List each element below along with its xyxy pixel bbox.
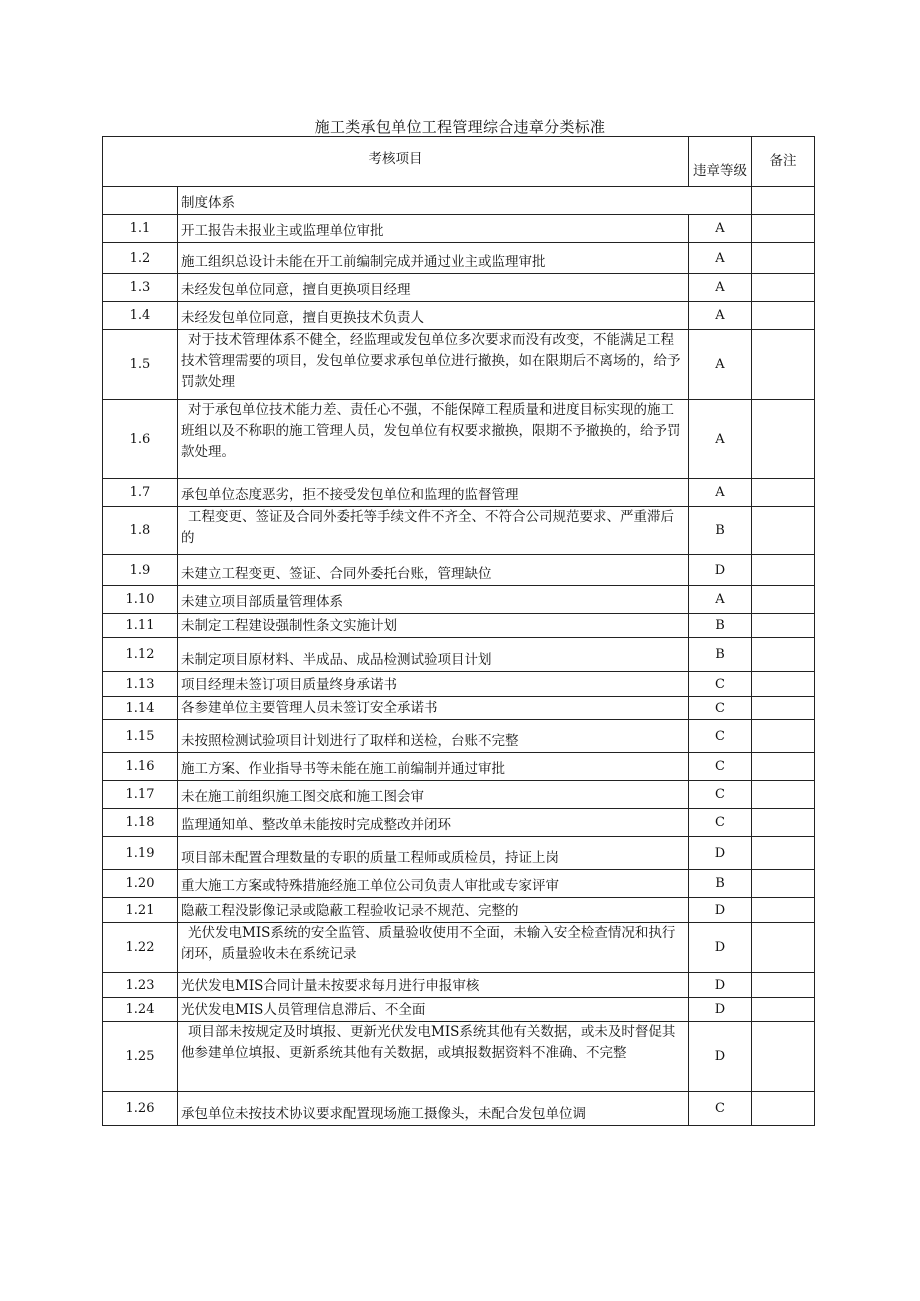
row-grade: A	[689, 479, 752, 507]
row-number: 1.5	[103, 330, 178, 400]
row-grade: A	[689, 400, 752, 479]
table-row	[103, 330, 815, 400]
header-note: 备注	[752, 137, 815, 187]
row-number: 1.24	[103, 998, 178, 1022]
row-note	[752, 507, 815, 555]
row-grade: D	[689, 1022, 752, 1092]
row-grade: A	[689, 330, 752, 400]
row-number: 1.3	[103, 274, 178, 302]
table-row	[103, 400, 815, 479]
row-description: 未制定项目原材料、半成品、成品检测试验项目计划	[178, 638, 689, 672]
row-note	[752, 697, 815, 720]
section-row	[103, 187, 815, 215]
row-number: 1.22	[103, 923, 178, 973]
row-description: 未建立工程变更、签证、合同外委托台账，管理缺位	[178, 555, 689, 586]
table-row	[103, 614, 815, 638]
row-description: 光伏发电MIS系统的安全监管、质量验收使用不全面，未输入安全检查情况和执行闭环，质量验收未在系统记录	[178, 923, 689, 973]
row-note	[752, 753, 815, 781]
row-description: 光伏发电MIS合同计量未按要求每月进行申报审核	[178, 973, 689, 998]
row-number: 1.21	[103, 898, 178, 923]
row-note	[752, 898, 815, 923]
row-note	[752, 672, 815, 697]
row-description: 承包单位未按技术协议要求配置现场施工摄像头，未配合发包单位调	[178, 1092, 689, 1126]
header-grade: 违章等级	[689, 137, 752, 187]
row-grade: B	[689, 614, 752, 638]
row-description: 对于技术管理体系不健全，经监理或发包单位多次要求而没有改变，不能满足工程技术管理需要的项目，发包单位要求承包单位进行撤换，如在限期后不离场的，给予罚款处理	[178, 330, 689, 400]
row-number: 1.26	[103, 1092, 178, 1126]
row-grade: D	[689, 973, 752, 998]
row-grade: A	[689, 243, 752, 274]
row-grade: C	[689, 781, 752, 809]
row-number: 1.16	[103, 753, 178, 781]
row-grade: C	[689, 809, 752, 837]
row-grade: B	[689, 638, 752, 672]
table-row	[103, 781, 815, 809]
row-number: 1.20	[103, 870, 178, 898]
table-row	[103, 809, 815, 837]
section-label: 制度体系	[178, 187, 752, 215]
row-grade: B	[689, 870, 752, 898]
row-number: 1.15	[103, 720, 178, 753]
row-grade: A	[689, 586, 752, 614]
row-number: 1.6	[103, 400, 178, 479]
row-note	[752, 302, 815, 330]
row-number: 1.25	[103, 1022, 178, 1092]
table-row	[103, 923, 815, 973]
row-grade: A	[689, 302, 752, 330]
table-row	[103, 302, 815, 330]
table-row	[103, 720, 815, 753]
table-row	[103, 870, 815, 898]
row-note	[752, 998, 815, 1022]
row-grade: D	[689, 555, 752, 586]
row-grade: C	[689, 753, 752, 781]
section-note-cell	[752, 187, 815, 215]
table-row	[103, 1022, 815, 1092]
row-number: 1.11	[103, 614, 178, 638]
row-note	[752, 243, 815, 274]
row-note	[752, 215, 815, 243]
row-description: 项目部未配置合理数量的专职的质量工程师或质检员，持证上岗	[178, 837, 689, 870]
row-description: 项目部未按规定及时填报、更新光伏发电MIS系统其他有关数据，或未及时督促其他参建单位填报、更新系统其他有关数据，或填报数据资料不准确、不完整	[178, 1022, 689, 1092]
row-note	[752, 1092, 815, 1126]
row-description: 各参建单位主要管理人员未签订安全承诺书	[178, 697, 689, 720]
row-grade: C	[689, 720, 752, 753]
table-row	[103, 697, 815, 720]
row-description: 监理通知单、整改单未能按时完成整改并闭环	[178, 809, 689, 837]
row-grade: C	[689, 697, 752, 720]
row-number: 1.8	[103, 507, 178, 555]
row-description: 隐蔽工程没影像记录或隐蔽工程验收记录不规范、完整的	[178, 898, 689, 923]
row-note	[752, 479, 815, 507]
row-grade: C	[689, 1092, 752, 1126]
table-row	[103, 753, 815, 781]
table-body	[103, 215, 815, 1126]
row-note	[752, 809, 815, 837]
row-description: 未在施工前组织施工图交底和施工图会审	[178, 781, 689, 809]
row-description: 工程变更、签证及合同外委托等手续文件不齐全、不符合公司规范要求、严重滞后的	[178, 507, 689, 555]
row-description: 项目经理未签订项目质量终身承诺书	[178, 672, 689, 697]
row-number: 1.18	[103, 809, 178, 837]
row-note	[752, 973, 815, 998]
header-item: 考核项目	[103, 137, 689, 187]
row-number: 1.9	[103, 555, 178, 586]
table-row	[103, 672, 815, 697]
table-row	[103, 998, 815, 1022]
row-description: 未建立项目部质量管理体系	[178, 586, 689, 614]
table-row	[103, 638, 815, 672]
row-note	[752, 614, 815, 638]
row-grade: D	[689, 837, 752, 870]
row-note	[752, 400, 815, 479]
row-description: 光伏发电MIS人员管理信息滞后、不全面	[178, 998, 689, 1022]
row-note	[752, 720, 815, 753]
row-number: 1.1	[103, 215, 178, 243]
row-number: 1.12	[103, 638, 178, 672]
row-description: 施工方案、作业指导书等未能在施工前编制并通过审批	[178, 753, 689, 781]
table-row	[103, 479, 815, 507]
table-row	[103, 215, 815, 243]
table-row	[103, 898, 815, 923]
row-grade: D	[689, 898, 752, 923]
row-description: 对于承包单位技术能力差、责任心不强，不能保障工程质量和进度目标实现的施工班组以及不称职的施工管理人员，发包单位有权要求撤换，限期不予撤换的，给予罚款处理。	[178, 400, 689, 479]
table-row	[103, 274, 815, 302]
row-number: 1.10	[103, 586, 178, 614]
row-description: 开工报告未报业主或监理单位审批	[178, 215, 689, 243]
violation-table	[102, 136, 815, 1126]
row-number: 1.19	[103, 837, 178, 870]
row-description: 承包单位态度恶劣，拒不接受发包单位和监理的监督管理	[178, 479, 689, 507]
row-note	[752, 586, 815, 614]
row-grade: A	[689, 274, 752, 302]
row-description: 未制定工程建设强制性条文实施计划	[178, 614, 689, 638]
row-description: 未经发包单位同意，擅自更换技术负责人	[178, 302, 689, 330]
row-note	[752, 870, 815, 898]
table-row	[103, 586, 815, 614]
row-note	[752, 837, 815, 870]
row-note	[752, 274, 815, 302]
table-row	[103, 973, 815, 998]
row-note	[752, 555, 815, 586]
row-grade: D	[689, 923, 752, 973]
table-row	[103, 243, 815, 274]
row-number: 1.2	[103, 243, 178, 274]
row-number: 1.7	[103, 479, 178, 507]
row-description: 施工组织总设计未能在开工前编制完成并通过业主或监理审批	[178, 243, 689, 274]
row-number: 1.4	[103, 302, 178, 330]
row-note	[752, 638, 815, 672]
section-num-cell	[103, 187, 178, 215]
row-note	[752, 781, 815, 809]
table-row	[103, 507, 815, 555]
row-grade: B	[689, 507, 752, 555]
row-description: 重大施工方案或特殊措施经施工单位公司负责人审批或专家评审	[178, 870, 689, 898]
header-row	[103, 137, 815, 187]
row-note	[752, 330, 815, 400]
row-note	[752, 1022, 815, 1092]
row-grade: C	[689, 672, 752, 697]
table-row	[103, 1092, 815, 1126]
row-number: 1.23	[103, 973, 178, 998]
page-title: 施工类承包单位工程管理综合违章分类标准	[314, 118, 606, 136]
row-number: 1.13	[103, 672, 178, 697]
row-grade: A	[689, 215, 752, 243]
row-number: 1.17	[103, 781, 178, 809]
table-row	[103, 555, 815, 586]
row-grade: D	[689, 998, 752, 1022]
row-number: 1.14	[103, 697, 178, 720]
table-row	[103, 837, 815, 870]
row-note	[752, 923, 815, 973]
row-description: 未按照检测试验项目计划进行了取样和送检，台账不完整	[178, 720, 689, 753]
row-description: 未经发包单位同意，擅自更换项目经理	[178, 274, 689, 302]
